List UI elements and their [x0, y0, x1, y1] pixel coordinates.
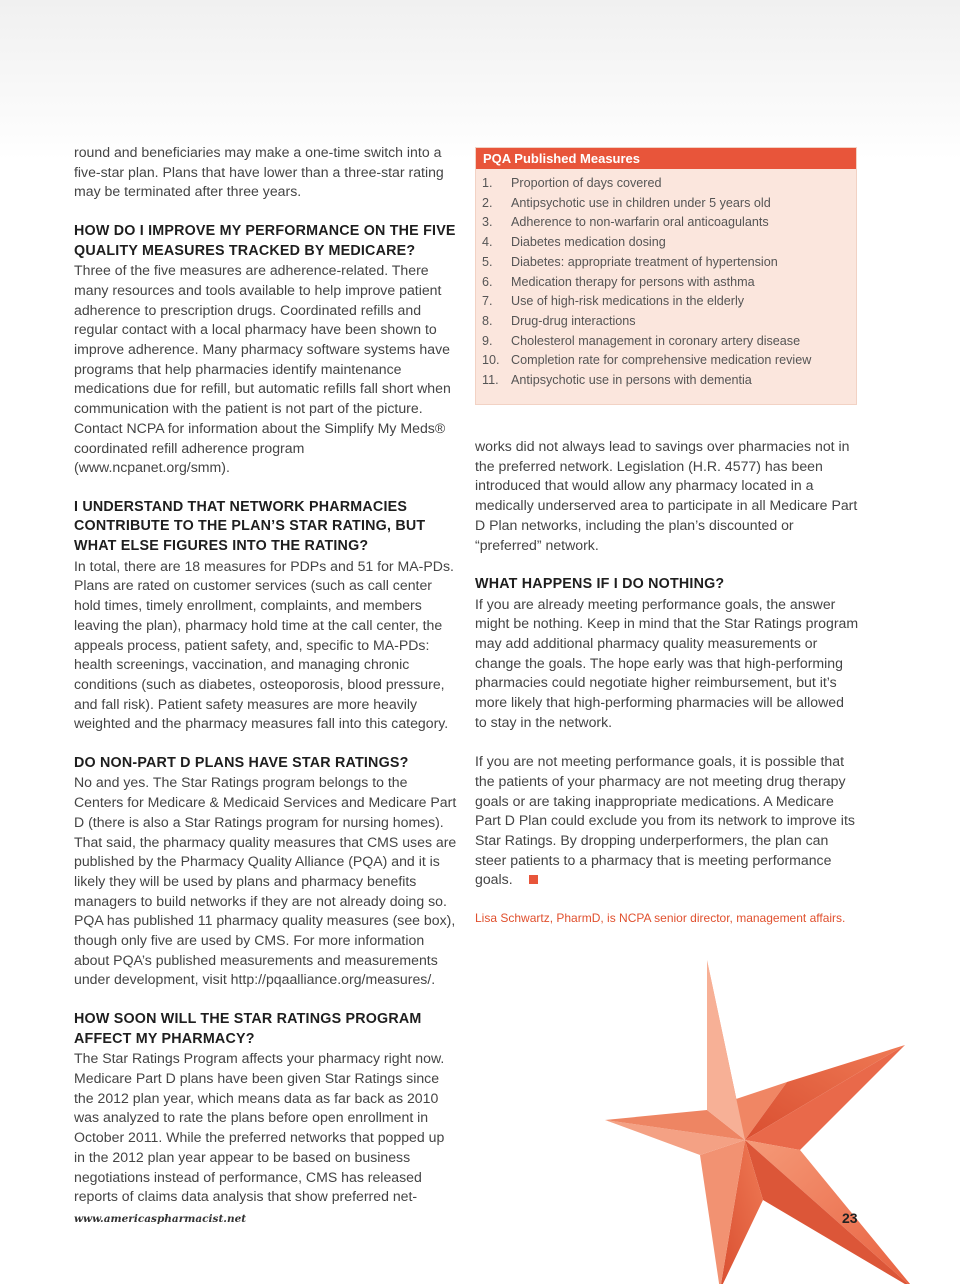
page-number: 23	[842, 1210, 858, 1226]
item-text: Drug-drug interactions	[511, 313, 636, 328]
item-number: 10.	[482, 353, 500, 368]
section-heading: DO NON-PART D PLANS HAVE STAR RATINGS?	[74, 754, 409, 771]
list-item	[482, 174, 856, 194]
item-text: Cholesterol management in coronary artery disease	[511, 333, 801, 348]
right-column	[475, 437, 859, 927]
intro-paragraph: round and beneficiaries may make a one-time switch into a five-star plan. Plans that have lower than a three-star rating may be terminated after three years.	[74, 144, 444, 200]
continuation-paragraph: works did not always lead to savings over pharmacies not in the preferred network. Legislation (H.R. 4577) has been introduced that would allow any pharmacy located in a medically underserved area to participate in all Medicare Part D Plan networks, including the plan’s discounted or “preferred” network.	[475, 438, 858, 553]
pqa-measures-box	[476, 148, 856, 404]
item-number: 11.	[482, 373, 499, 388]
item-number: 8.	[482, 313, 493, 328]
item-text: Antipsychotic use in children under 5 years old	[511, 195, 771, 210]
footer-url: www.americaspharmacist.net	[74, 1213, 247, 1225]
item-text: Adherence to non-warfarin oral anticoagulants	[511, 215, 769, 230]
section-body: In total, there are 18 measures for PDPs and 51 for MA-PDs. Plans are rated on customer services (such as call center hold times, timely enrollment, complaints, and members leaving the plan), pharmacy hold time at the call center, the appeals process, patient safety, and, specific to MA-PDs: health screenings, vaccination, and managing chronic conditions (such as diabetes, osteoporosis, blood pressure, and fall risk). Patient safety measures are more heavily weighted and the pharmacy measures fall into this category.	[74, 557, 454, 732]
item-number: 3.	[482, 215, 493, 230]
item-number: 5.	[482, 254, 493, 269]
item-number: 6.	[482, 274, 493, 289]
item-text: Antipsychotic use in persons with dementia	[511, 373, 752, 388]
pqa-measures-title: PQA Published Measures	[476, 148, 856, 169]
item-text: Medication therapy for persons with asthma	[511, 274, 755, 289]
closing-paragraph	[475, 752, 859, 890]
section-body: No and yes. The Star Ratings program belongs to the Centers for Medicare & Medicaid Services and Medicare Part D (there is also a Star Ratings program for nursing homes). That said, the pharmacy quality measures that CMS uses are published by the Pharmacy Quality Alliance (PQA) and it is likely they will be used by plans and pharmacy benefits managers to build networks if they are not already doing so. PQA has published 11 pharmacy quality measures (see box), though only five are used by CMS. For more information about PQA’s published measurements and measurements under development, visit http://pqaalliance.org/measures/.	[74, 774, 457, 988]
section-body: If you are already meeting performance goals, the answer might be nothing. Keep in mind that the Star Ratings program may add additional pharmacy quality measurements or change the goals. The hope early was that high-performing pharmacies could negotiate higher reimbursement, but it’s more likely that high-performing pharmacies will be allowed to stay in the network.	[475, 595, 859, 730]
left-column	[74, 143, 458, 1207]
item-text: Use of high-risk medications in the elderly	[511, 294, 745, 309]
section-body: Three of the five measures are adherence-related. There many resources and tools available to help improve patient adherence to prescription drugs. Coordinated refills and regular contact with a local pharmacy have been shown to improve adherence. Many pharmacy software systems have programs that help pharmacies identify maintenance medications due for refill, but automatic refills fall short when communication with the patient is not part of the picture. Contact NCPA for information about the Simplify My Meds® coordinated refill adherence program (www.ncpanet.org/smm).	[74, 262, 451, 476]
section-heading: HOW DO I IMPROVE MY PERFORMANCE ON THE FIVE QUALITY MEASURES TRACKED BY MEDICARE?	[74, 222, 456, 259]
list-item	[482, 312, 856, 332]
end-mark-icon	[529, 875, 538, 884]
item-number: 4.	[482, 235, 493, 250]
list-item	[482, 273, 856, 293]
list-item	[482, 233, 856, 253]
item-text: Proportion of days covered	[511, 176, 662, 190]
closing-text: If you are not meeting performance goals, it is possible that the patients of your pharmacy are not meeting drug therapy goals or are taking inappropriate medications. A Medicare Part D Plan could exclude you from its network to improve its Star Ratings. By dropping underperformers, the plan can steer patients to a pharmacy that is meeting performance goals.	[475, 753, 855, 888]
list-item	[482, 351, 856, 371]
list-item	[482, 213, 856, 233]
origami-star-icon	[560, 945, 960, 1284]
list-item	[482, 332, 856, 352]
list-item	[482, 253, 856, 273]
pqa-measures-list	[476, 169, 856, 391]
section-heading: HOW SOON WILL THE STAR RATINGS PROGRAM AFFECT MY PHARMACY?	[74, 1010, 422, 1047]
item-number: 1.	[482, 176, 493, 190]
section-heading: WHAT HAPPENS IF I DO NOTHING?	[475, 575, 725, 592]
item-text: Diabetes: appropriate treatment of hypertension	[511, 254, 778, 269]
author-bio: Lisa Schwartz, PharmD, is NCPA senior director, management affairs.	[475, 910, 846, 925]
item-number: 2.	[482, 195, 493, 210]
section-heading: I UNDERSTAND THAT NETWORK PHARMACIES CONTRIBUTE TO THE PLAN’S STAR RATING, BUT WHAT ELSE FIGURES INTO THE RATING?	[74, 498, 426, 555]
item-number: 9.	[482, 333, 493, 348]
item-text: Diabetes medication dosing	[511, 235, 666, 250]
item-number: 7.	[482, 294, 493, 309]
list-item	[482, 371, 856, 391]
list-item	[482, 194, 856, 214]
list-item	[482, 292, 856, 312]
item-text: Completion rate for comprehensive medication review	[511, 353, 812, 368]
section-body: The Star Ratings Program affects your pharmacy right now. Medicare Part D plans have been given Star Ratings since the 2012 plan year, which means data as far back as 2010 was analyzed to rate the plans before open enrollment in October 2011. While the preferred networks that popped up in the 2012 plan year appear to be based on business negotiations instead of performance, CMS has released reports of claims data analysis that show preferred net-	[74, 1050, 445, 1205]
